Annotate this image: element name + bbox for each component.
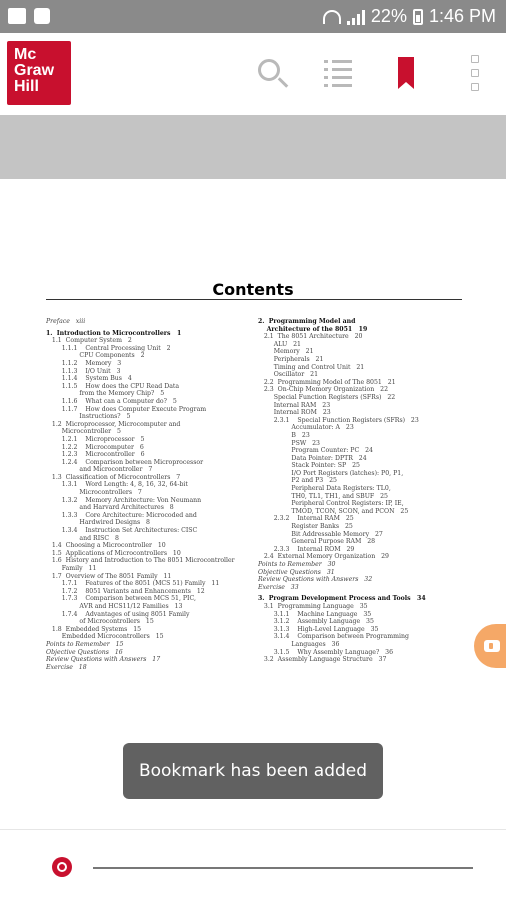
toc-entry[interactable]: PSW 23 (258, 439, 320, 447)
toc-entry[interactable]: 2.1 The 8051 Architecture 20 (258, 333, 363, 341)
toc-entry[interactable]: 1.2.3 Microcontroller 6 (46, 451, 145, 459)
status-bar (0, 0, 506, 33)
toc-entry[interactable]: Review Questions with Answers 17 (46, 656, 161, 664)
toc-entry[interactable]: Bit Addressable Memory 27 (258, 530, 383, 538)
toc-entry[interactable]: 1.8 Embedded Systems 15 (46, 625, 142, 633)
toc-entry[interactable]: 3.2 Assembly Language Structure 37 (258, 656, 387, 664)
toc-entry[interactable]: Objective Questions 31 (258, 568, 335, 576)
toc-entry[interactable]: Program Counter: PC 24 (258, 447, 373, 455)
toc-entry[interactable]: 2. Programming Model and (258, 318, 356, 325)
toc-entry[interactable]: 1.1.4 System Bus 4 (46, 375, 132, 383)
page-title: Contents (212, 280, 294, 299)
page-slider-track[interactable] (93, 867, 473, 869)
toc-entry[interactable]: 3.1 Programming Language 35 (258, 602, 368, 610)
toc-entry[interactable]: 1.3 Classification of Microcontrollers 7 (46, 473, 181, 481)
bookmark-button[interactable] (386, 53, 426, 93)
toc-entry[interactable]: 1.7.4 Advantages of using 8051 Family (46, 610, 190, 618)
toc-entry[interactable]: 1.7.1 Features of the 8051 (MCS 51) Family 11 (46, 580, 220, 588)
toc-entry[interactable]: Points to Remember 30 (258, 561, 336, 568)
toc-entry[interactable]: 1.1.1 Central Processing Unit 2 (46, 344, 171, 352)
toc-entry[interactable]: 1.3.2 Memory Architecture: Von Neumann (46, 496, 202, 504)
toc-entry[interactable]: Embedded Microcontrollers 15 (46, 633, 164, 641)
toc-entry[interactable]: 1.2.1 Microprocessor 5 (46, 435, 145, 443)
toc-entry[interactable]: Exercise 33 (258, 583, 299, 591)
toc-entry[interactable]: B 23 (258, 431, 310, 439)
book-page[interactable] (0, 179, 506, 829)
toc-entry[interactable]: Points to Remember 15 (46, 640, 124, 648)
bookmark-toast (123, 743, 383, 799)
toc-entry[interactable]: 1. Introduction to Microcontrollers 1 (46, 329, 182, 337)
more-options-icon (471, 55, 479, 91)
toc-entry[interactable]: of Microcontrollers 15 (46, 618, 154, 626)
logo-line: Mc (14, 46, 37, 63)
table-of-contents-button[interactable] (318, 53, 358, 93)
toc-entry[interactable]: TH0, TL1, TH1, and SBUF 25 (258, 492, 388, 500)
app-toolbar (0, 33, 506, 115)
toc-entry[interactable]: 1.7.3 Comparison between MCS 51, PIC, (46, 595, 196, 603)
toc-entry[interactable]: 1.3.4 Instruction Set Architectures: CISC (46, 527, 198, 535)
logo-line: Graw (14, 62, 55, 79)
toc-entry[interactable]: 1.7.2 8051 Variants and Enhancements 12 (46, 587, 205, 595)
toc-entry[interactable]: 1.3.3 Core Architecture: Microcoded and (46, 511, 197, 519)
battery-icon (413, 9, 423, 25)
toc-entry[interactable]: 3.1.1 Machine Language 35 (258, 610, 372, 618)
toc-entry[interactable]: 2.4 External Memory Organization 29 (258, 553, 389, 561)
toc-entry[interactable]: 1.6 History and Introduction to The 8051 Microcontroller (46, 557, 235, 565)
more-options-button[interactable] (455, 53, 495, 93)
toc-entry[interactable]: and Microcontroller 7 (46, 466, 153, 474)
toc-entry[interactable]: 2.3.2 Internal RAM 25 (258, 515, 354, 523)
toc-entry[interactable]: Peripheral Data Registers: TL0, (258, 485, 391, 493)
toc-entry[interactable]: Oscillator 21 (258, 371, 319, 379)
wifi-icon (323, 10, 341, 24)
title-divider (46, 299, 462, 300)
toc-entry[interactable]: Register Banks 25 (258, 523, 353, 531)
toc-entry[interactable]: 1.2 Microprocessor, Microcomputer and (46, 420, 181, 428)
toc-entry[interactable]: Instructions? 5 (46, 413, 131, 421)
toc-entry[interactable]: 1.2.4 Comparison between Microprocessor (46, 458, 204, 466)
toc-entry[interactable]: 3.1.5 Why Assembly Language? 36 (258, 648, 394, 656)
toc-entry[interactable]: Microcontrollers 7 (46, 489, 142, 497)
toc-entry[interactable]: Internal RAM 23 (258, 401, 331, 409)
page-gutter (0, 115, 506, 179)
toc-entry[interactable]: 1.1.5 How does the CPU Read Data (46, 382, 180, 390)
toc-entry[interactable]: Data Pointer: DPTR 24 (258, 454, 367, 462)
toc-entry[interactable]: 1.5 Applications of Microcontrollers 10 (46, 549, 181, 557)
signal-icon (347, 9, 365, 25)
toc-entry[interactable]: 2.3.3 Internal ROM 29 (258, 545, 355, 553)
toc-left-column (46, 318, 246, 671)
search-icon (258, 59, 280, 81)
toc-entry[interactable]: Review Questions with Answers 32 (258, 576, 373, 584)
logo-line: Hill (14, 78, 39, 95)
toc-entry[interactable]: Accumulator: A 23 (258, 424, 354, 432)
clock: 1:46 PM (428, 6, 496, 26)
toc-entry[interactable]: I/O Port Registers (latches): P0, P1, (258, 469, 404, 477)
toc-entry[interactable]: Microcontroller 5 (46, 428, 121, 436)
toast-message: Bookmark has been added (138, 761, 368, 781)
toc-entry[interactable]: General Purpose RAM 28 (258, 538, 376, 546)
toc-entry[interactable]: Special Function Registers (SFRs) 22 (258, 393, 396, 401)
toc-entry[interactable]: Preface xiii (46, 318, 86, 325)
toc-entry[interactable]: 2.3.1 Special Function Registers (SFRs) 23 (258, 416, 419, 424)
toc-entry[interactable]: 1.7 Overview of The 8051 Family 11 (46, 572, 172, 580)
notification-icons (8, 8, 50, 24)
toc-entry[interactable]: AVR and HCS11/12 Families 13 (46, 602, 183, 610)
toc-entry[interactable]: from the Memory Chip? 5 (46, 390, 165, 398)
toc-entry[interactable]: 1.2.2 Microcomputer 6 (46, 443, 144, 451)
toc-entry[interactable]: and RISC 8 (46, 534, 119, 542)
video-camera-icon (8, 8, 26, 24)
toc-entry[interactable]: 1.1.2 Memory 3 (46, 359, 122, 367)
toc-entry[interactable]: Objective Questions 16 (46, 648, 123, 656)
toc-entry[interactable]: Peripheral Control Registers: IP, IE, (258, 500, 404, 508)
toc-entry[interactable]: 2.2 Programming Model of The 8051 21 (258, 378, 396, 386)
toc-entry[interactable]: Family 11 (46, 565, 97, 572)
toc-entry[interactable]: Exercise 18 (46, 663, 87, 671)
page-slider-thumb[interactable] (52, 857, 72, 877)
toc-entry[interactable]: 3.1.3 High-Level Language 35 (258, 625, 379, 633)
toc-entry[interactable]: TMOD, TCON, SCON, and PCON 25 (258, 507, 409, 515)
toc-right-column (258, 318, 473, 664)
toc-entry[interactable]: ALU 21 (258, 340, 301, 348)
toc-entry[interactable]: P2 and P3 25 (258, 477, 337, 485)
toc-entry[interactable]: Peripherals 21 (258, 355, 324, 363)
search-button[interactable] (252, 53, 292, 93)
toc-entry[interactable]: 1.1.3 I/O Unit 3 (46, 367, 121, 375)
toc-entry[interactable]: 2.3 On-Chip Memory Organization 22 (258, 386, 389, 394)
page-navigation-bar (0, 829, 506, 901)
toc-entry[interactable]: Hardwired Designs 8 (46, 519, 150, 527)
toc-entry[interactable]: Architecture of the 8051 19 (258, 325, 368, 333)
toc-entry[interactable]: 3.1.4 Comparison between Programming (258, 633, 409, 641)
toc-entry[interactable]: 1.1 Computer System 2 (46, 337, 132, 345)
toc-entry[interactable]: Stack Pointer: SP 25 (258, 462, 360, 470)
toc-entry[interactable]: and Harvard Architectures 8 (46, 504, 174, 512)
bookmark-icon (398, 57, 414, 89)
toc-entry[interactable]: 1.1.6 What can a Computer do? 5 (46, 397, 177, 405)
toc-entry[interactable]: 1.3.1 Word Length: 4, 8, 16, 32, 64-bit (46, 481, 188, 489)
toc-entry[interactable]: Memory 21 (258, 348, 314, 356)
table-of-contents-icon (324, 60, 352, 87)
toc-entry[interactable]: 3.1.2 Assembly Language 35 (258, 618, 374, 626)
notes-icon (484, 640, 500, 652)
toc-entry[interactable]: 1.1.7 How does Computer Execute Program (46, 405, 207, 413)
toc-entry[interactable]: CPU Components 2 (46, 352, 145, 360)
mcgraw-hill-logo[interactable] (7, 41, 71, 105)
toc-entry[interactable]: Timing and Control Unit 21 (258, 363, 365, 371)
screen-record-icon (34, 8, 50, 24)
system-status (323, 6, 496, 27)
toc-entry[interactable]: 1.4 Choosing a Microcontroller 10 (46, 542, 166, 550)
battery-percent: 22% (370, 6, 407, 26)
toc-entry[interactable]: Internal ROM 23 (258, 409, 331, 417)
toc-entry[interactable]: 3. Program Development Process and Tools 34 (258, 595, 426, 603)
toc-entry[interactable]: Languages 36 (258, 640, 340, 648)
